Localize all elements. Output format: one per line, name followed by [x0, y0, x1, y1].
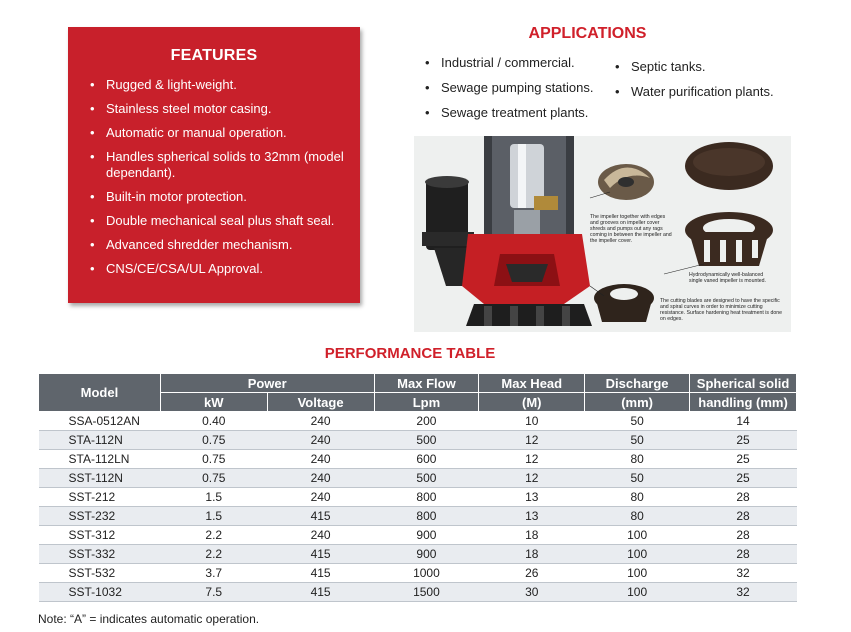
table-cell: 28 [690, 488, 797, 507]
table-cell: 900 [374, 526, 479, 545]
table-cell: 100 [585, 564, 690, 583]
feature-item: • CNS/CE/CSA/UL Approval. [90, 261, 360, 277]
table-cell: 25 [690, 450, 797, 469]
col-max-flow: Max Flow [374, 374, 479, 393]
model-cell: SST-232 [39, 507, 161, 526]
impeller-caption: The impeller together with edges and grooves on impeller cover shreds and pumps out any rags coming in between the impeller and the impeller cover. [590, 214, 672, 244]
model-cell: STA-112N [39, 431, 161, 450]
features-title: FEATURES [170, 47, 258, 64]
table-cell: 13 [479, 488, 585, 507]
col-solid-1: Spherical solid [690, 374, 797, 393]
table-cell: 0.75 [160, 469, 267, 488]
col-discharge: Discharge [585, 374, 690, 393]
table-cell: 415 [267, 507, 374, 526]
model-cell: STA-112LN [39, 450, 161, 469]
table-cell: 25 [690, 469, 797, 488]
performance-table-title: PERFORMANCE TABLE [324, 345, 496, 362]
table-cell: 0.75 [160, 450, 267, 469]
model-cell: SST-312 [39, 526, 161, 545]
application-item: • Industrial / commercial. [425, 54, 625, 71]
table-row [39, 469, 797, 488]
table-row [39, 450, 797, 469]
col-model: Model [39, 374, 161, 412]
table-cell: 415 [267, 583, 374, 602]
table-row [39, 583, 797, 602]
table-cell: 0.75 [160, 431, 267, 450]
table-cell: 10 [479, 412, 585, 431]
feature-item: • Advanced shredder mechanism. [90, 237, 360, 253]
table-cell: 800 [374, 507, 479, 526]
table-cell: 600 [374, 450, 479, 469]
table-cell: 0.40 [160, 412, 267, 431]
table-cell: 240 [267, 431, 374, 450]
table-cell: 32 [690, 564, 797, 583]
table-cell: 28 [690, 545, 797, 564]
application-item: • Sewage treatment plants. [425, 104, 625, 121]
model-cell: SST-332 [39, 545, 161, 564]
table-cell: 50 [585, 431, 690, 450]
table-row [39, 431, 797, 450]
table-row [39, 564, 797, 583]
model-cell: SST-212 [39, 488, 161, 507]
table-cell: 80 [585, 488, 690, 507]
performance-table [38, 373, 797, 602]
table-cell: 1.5 [160, 488, 267, 507]
col-power: Power [160, 374, 374, 393]
model-cell: SSA-0512AN [39, 412, 161, 431]
table-cell: 500 [374, 469, 479, 488]
table-cell: 1000 [374, 564, 479, 583]
feature-item: • Double mechanical seal plus shaft seal. [90, 213, 360, 229]
table-cell: 100 [585, 583, 690, 602]
col-mm: (mm) [585, 393, 690, 412]
application-item: • Water purification plants. [615, 83, 795, 100]
table-row [39, 507, 797, 526]
table-cell: 80 [585, 507, 690, 526]
table-row [39, 488, 797, 507]
features-box [68, 27, 360, 303]
table-cell: 240 [267, 412, 374, 431]
application-item: • Septic tanks. [615, 58, 795, 75]
feature-item: • Built-in motor protection. [90, 189, 360, 205]
table-cell: 50 [585, 469, 690, 488]
col-lpm: Lpm [374, 393, 479, 412]
table-note: Note: “A” = indicates automatic operation. [38, 612, 260, 626]
table-cell: 13 [479, 507, 585, 526]
table-row [39, 412, 797, 431]
table-cell: 7.5 [160, 583, 267, 602]
table-cell: 26 [479, 564, 585, 583]
table-cell: 28 [690, 526, 797, 545]
col-voltage: Voltage [267, 393, 374, 412]
table-cell: 2.2 [160, 526, 267, 545]
table-cell: 80 [585, 450, 690, 469]
table-cell: 1.5 [160, 507, 267, 526]
table-cell: 12 [479, 469, 585, 488]
col-kw: kW [160, 393, 267, 412]
table-cell: 14 [690, 412, 797, 431]
table-cell: 30 [479, 583, 585, 602]
table-cell: 800 [374, 488, 479, 507]
table-cell: 240 [267, 488, 374, 507]
model-cell: SST-1032 [39, 583, 161, 602]
table-cell: 200 [374, 412, 479, 431]
table-cell: 240 [267, 450, 374, 469]
table-cell: 2.2 [160, 545, 267, 564]
table-body [39, 412, 797, 602]
table-cell: 18 [479, 545, 585, 564]
feature-item: • Automatic or manual operation. [90, 125, 360, 141]
table-cell: 900 [374, 545, 479, 564]
feature-item: • Stainless steel motor casing. [90, 101, 360, 117]
applications-list-left [425, 54, 625, 129]
applications-title: APPLICATIONS [528, 25, 647, 42]
features-list [90, 77, 360, 285]
model-cell: SST-112N [39, 469, 161, 488]
col-solid-2: handling (mm) [690, 393, 797, 412]
table-cell: 50 [585, 412, 690, 431]
table-row [39, 526, 797, 545]
cutting-blades-caption: The cutting blades are designed to have the specific and spiral curves in order to minimize cutting resistance. Surface hardening heat treatment is done on edges. [660, 298, 782, 322]
table-cell: 12 [479, 450, 585, 469]
applications-list-right [615, 58, 795, 108]
table-row [39, 545, 797, 564]
table-cell: 100 [585, 545, 690, 564]
table-cell: 3.7 [160, 564, 267, 583]
table-cell: 240 [267, 469, 374, 488]
table-cell: 28 [690, 507, 797, 526]
table-cell: 240 [267, 526, 374, 545]
table-cell: 500 [374, 431, 479, 450]
table-cell: 100 [585, 526, 690, 545]
table-cell: 25 [690, 431, 797, 450]
table-cell: 12 [479, 431, 585, 450]
col-max-head: Max Head [479, 374, 585, 393]
model-cell: SST-532 [39, 564, 161, 583]
application-item: • Sewage pumping stations. [425, 79, 625, 96]
balanced-impeller-caption: Hydrodynamically well-balanced single vaned impeller is mounted. [689, 272, 766, 284]
table-cell: 18 [479, 526, 585, 545]
table-header-row [39, 374, 797, 393]
table-cell: 415 [267, 545, 374, 564]
table-cell: 1500 [374, 583, 479, 602]
pump-cutaway-image [414, 136, 791, 332]
feature-item: • Handles spherical solids to 32mm (model dependant). [90, 149, 360, 181]
table-cell: 415 [267, 564, 374, 583]
table-cell: 32 [690, 583, 797, 602]
col-m: (M) [479, 393, 585, 412]
feature-item: • Rugged & light-weight. [90, 77, 360, 93]
